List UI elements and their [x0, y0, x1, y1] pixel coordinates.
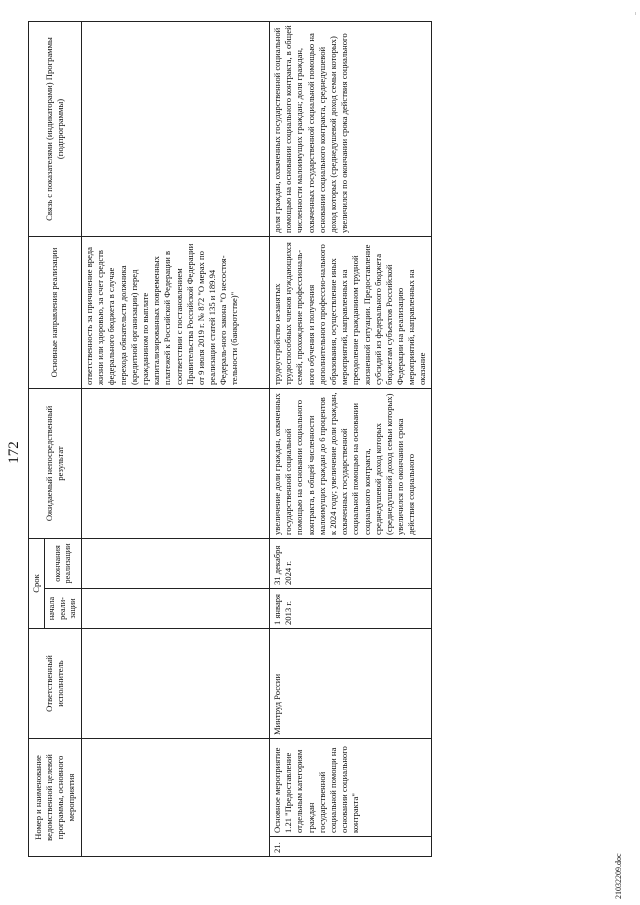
header-term: Срок	[29, 538, 45, 628]
header-end: окончания реализации	[45, 538, 82, 588]
row-result: увеличение доли граждан, охваченных государственной социальной помощью на основании социального контракта, в общей численности малоимущих граждан до 6 процентов к 2024 году; увеличение доли граждан, охваченных государственной социальной помощью на основании социального контракта, среднедушевой доход которых (среднедушевой доход семьи которых) увеличился по окончании срока действия социального	[270, 388, 431, 538]
table-row	[270, 21, 431, 856]
header-row	[29, 21, 45, 856]
continuation-row	[82, 21, 270, 856]
header-start: начала реали-зации	[45, 589, 82, 629]
row-name: Основное мероприятие 1.21 "Предоставление отдельным категориям граждан государственной социальной помощи на основании социального контракта"	[270, 739, 431, 837]
row-end: 31 декабря 2024 г.	[270, 538, 431, 588]
row-executor: Минтруд России	[270, 629, 431, 739]
header-name: Номер и наименование ведомственной целевой программы, основного мероприятия	[29, 739, 82, 857]
edge-mark: –	[633, 12, 639, 15]
page-number: 172	[6, 441, 22, 464]
header-executor: Ответственный исполнитель	[29, 629, 82, 739]
row-link: доля граждан, охваченных государственной социальной помощью на основании социального контракта, в общей численности малоимущих граждан; доля граждан, охваченных государственной социальной помощью на основании социального контракта, среднедушевой доход которых (среднедушевой доход семьи которых) увеличился по окончании срока действия социального	[270, 21, 431, 236]
continuation-directions: ответственность за причинение вреда жизни или здоровью, за счет средств федерального бюджета в случае перехода обязательств должника (кредитной организации) перед гражданином по выплате капитализированных повременных платежей к Российской Федерации в соответствии с постановлением Правительства Российской Федерации от 9 июля 2019 г. № 872 "О мерах по реализации статей 135 и 189.94 Федераль-ного закона "О несостоя-тельности (банкротстве)"	[82, 236, 270, 388]
row-directions: трудоустройство незанятых трудоспособных членов нуждающихся семей, прохождение профессиональ-ного обучения и получения дополнительного профессио-нального образования, осуществление иных мероприятий, направленных на преодоление гражданином трудной жизненной ситуации. Предоставление субсидий из федерального бюджета бюджетам субъектов Российской Федерации на реализацию мероприятий, направленных на оказание	[270, 236, 431, 388]
header-result: Ожидаемый непосредственный результат	[29, 388, 82, 538]
header-link: Связь с показателями (индикаторами) Программы (подпрограммы)	[29, 21, 82, 236]
program-table	[28, 21, 432, 857]
footer-filename: 21032209.doc	[614, 853, 623, 899]
row-start: 1 января 2013 г.	[270, 589, 431, 629]
row-number: 21.	[270, 837, 431, 857]
header-directions: Основные направления реализации	[29, 236, 82, 388]
